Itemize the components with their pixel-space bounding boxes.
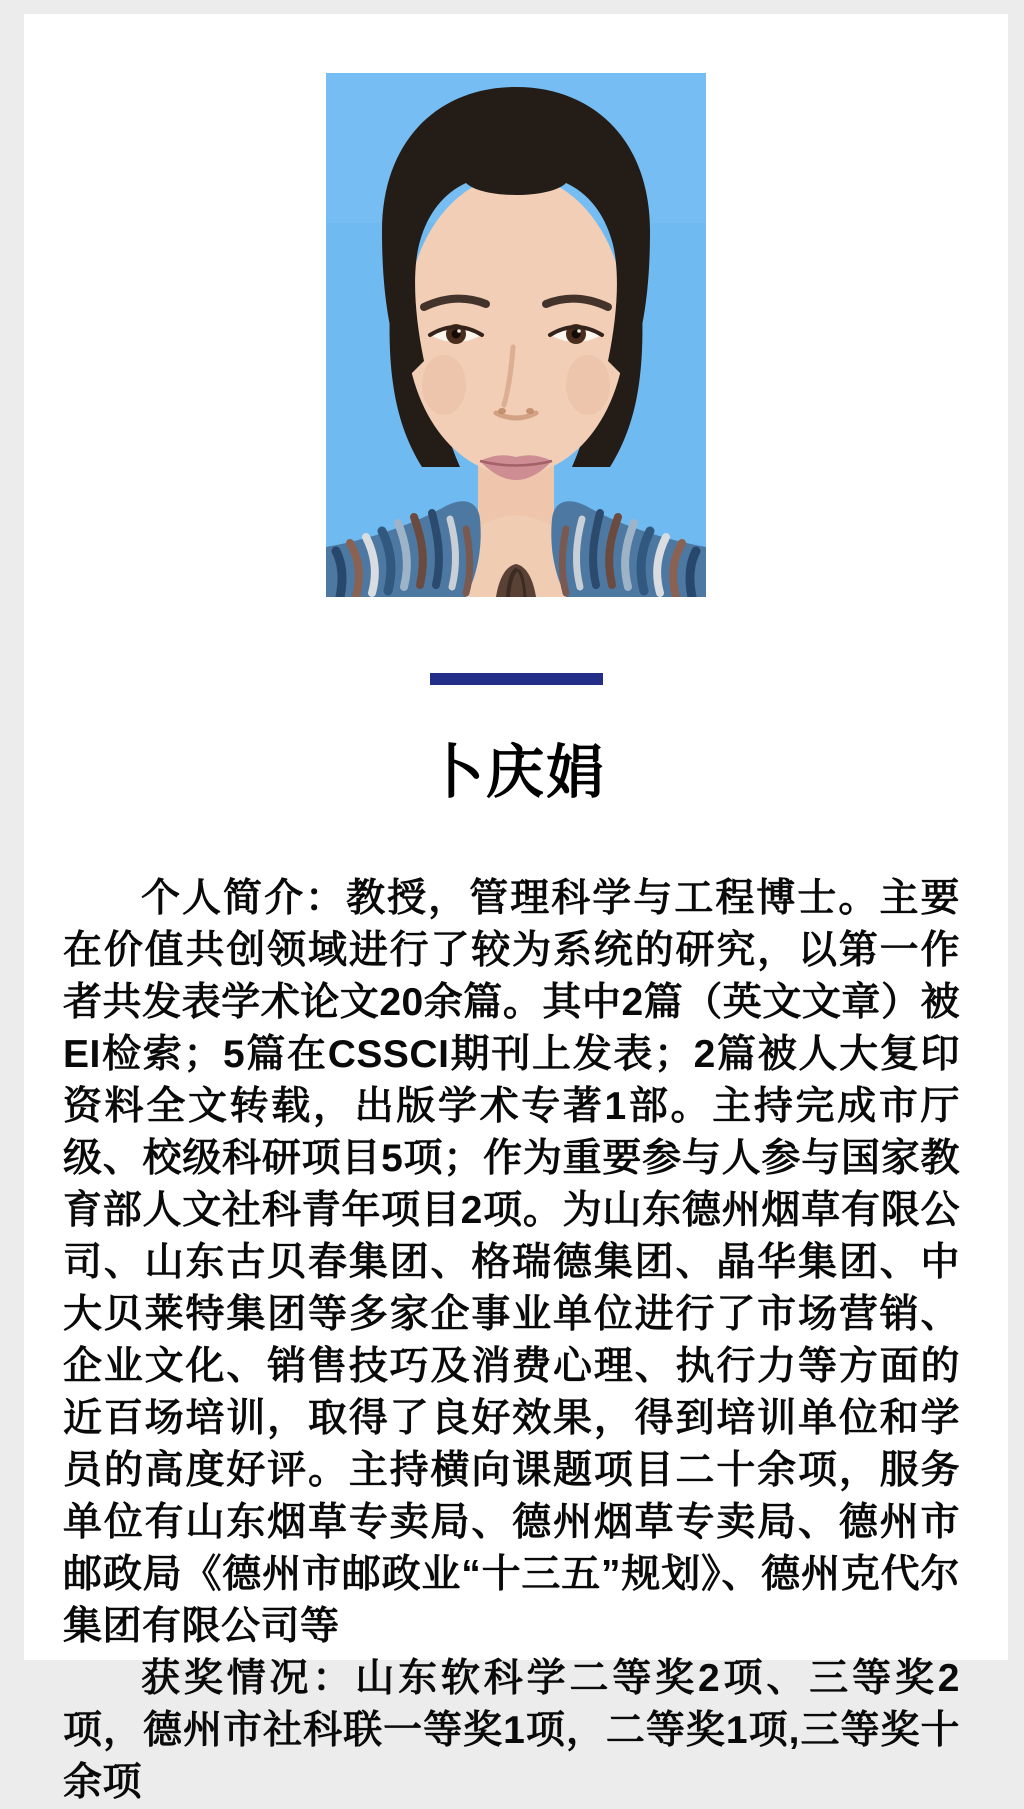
- portrait-photo: [326, 73, 706, 597]
- bio-section: [63, 873, 960, 1809]
- name-divider-bar: [430, 673, 603, 685]
- awards-paragraph: 获奖情况：山东软科学二等奖2项、三等奖2项，德州市社科联一等奖1项，二等奖1项,三等奖十余项: [63, 1657, 960, 1804]
- person-name: 卜庆娟: [425, 740, 606, 805]
- portrait-photo-image: [326, 73, 706, 597]
- bio-paragraph: 个人简介：教授，管理科学与工程博士。主要在价值共创领域进行了较为系统的研究，以第一作者共发表学术论文20余篇。其中2篇（英文文章）被EI检索；5篇在CSSCI期刊上发表；2篇被人大复印资料全文转载，出版学术专著1部。主持完成市厅级、校级科研项目5项；作为重要参与人参与国家教育部人文社科青年项目2项。为山东德州烟草有限公司、山东古贝春集团、格瑞德集团、晶华集团、中大贝莱特集团等多家企事业单位进行了市场营销、企业文化、销售技巧及消费心理、执行力等方面的近百场培训，取得了良好效果，得到培训单位和学员的高度好评。主持横向课题项目二十余项，服务单位有山东烟草专卖局、德州烟草专卖局、德州市邮政局《德州市邮政业“十三五”规划》、德州克代尔集团有限公司等: [63, 877, 960, 1648]
- profile-card: [24, 14, 1008, 1804]
